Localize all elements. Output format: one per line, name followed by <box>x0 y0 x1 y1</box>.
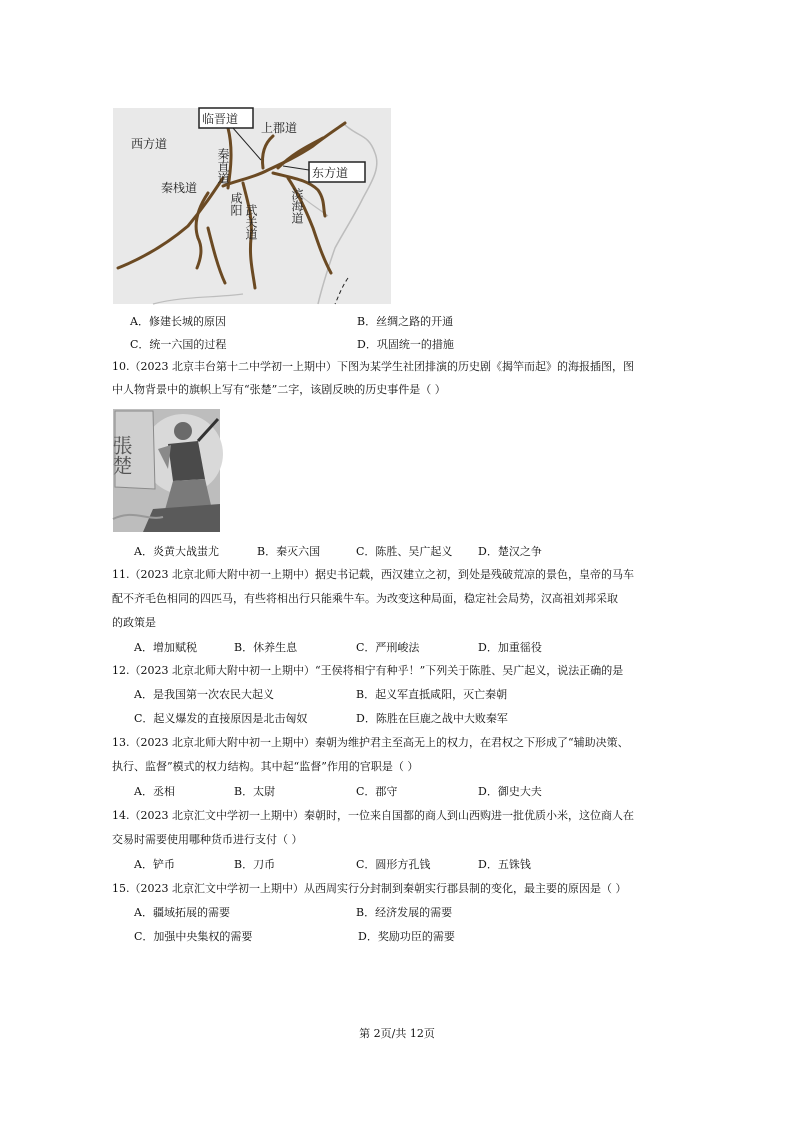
label-qinzhi-road: 秦直道 <box>216 148 230 184</box>
q14-stem-line2: 交易时需要使用哪种货币进行支付（ ） <box>112 833 303 846</box>
q15-option-c[interactable]: C．加强中央集权的需要 <box>134 930 253 943</box>
q11-stem-line2: 配不齐毛色相同的四匹马，有些将相出行只能乘牛车。为改变这种局面，稳定社会局势，汉高祖刘邦采取 <box>112 592 618 605</box>
label-shangjun-road: 上郡道 <box>261 121 298 135</box>
label-dongfang-road: 东方道 <box>312 166 349 180</box>
qin-roads-map <box>113 108 391 304</box>
q12-option-c[interactable]: C．起义爆发的直接原因是北击匈奴 <box>134 712 308 725</box>
q13-stem-line2: 执行、监督”模式的权力结构。其中起“监督”作用的官职是（ ） <box>112 760 419 773</box>
q14-option-d[interactable]: D．五铢钱 <box>478 858 531 871</box>
q13-option-c[interactable]: C．郡守 <box>356 785 398 798</box>
q9-option-d[interactable]: D．巩固统一的措施 <box>357 338 454 351</box>
q10-stem-line1: 10.（2023 北京丰台第十二中学初一上期中）下图为某学生社团排演的历史剧《揭竿而起》的海报插图，图 <box>112 360 634 373</box>
q10-option-b[interactable]: B．秦灭六国 <box>257 545 321 558</box>
q10-stem-line2: 中人物背景中的旗帜上写有“张楚”二字，该剧反映的历史事件是（ ） <box>112 383 446 396</box>
q10-option-a[interactable]: A．炎黄大战蚩尤 <box>134 545 219 558</box>
q14-option-b[interactable]: B．刀币 <box>234 858 276 871</box>
q12-option-a[interactable]: A．是我国第一次农民大起义 <box>134 688 274 701</box>
label-wuguan-road: 武关道 <box>244 204 258 240</box>
page-number-footer: 第 2页/共 12页 <box>359 1027 435 1040</box>
q9-option-c[interactable]: C．统一六国的过程 <box>130 338 227 351</box>
label-linjin-road: 临晋道 <box>202 112 239 126</box>
q11-stem-line3: 的政策是 <box>112 616 156 629</box>
q11-option-a[interactable]: A．增加赋税 <box>134 641 197 654</box>
q13-stem-line1: 13.（2023 北京北师大附中初一上期中）秦朝为维护君主至高无上的权力，在君权之下形成了“辅助决策、 <box>112 736 629 749</box>
q9-option-b[interactable]: B．丝绸之路的开通 <box>357 315 454 328</box>
q11-option-b[interactable]: B．休养生息 <box>234 641 298 654</box>
q15-option-a[interactable]: A．疆域拓展的需要 <box>134 906 230 919</box>
q12-option-d[interactable]: D．陈胜在巨鹿之战中大败秦军 <box>356 712 508 725</box>
q13-option-b[interactable]: B．太尉 <box>234 785 276 798</box>
q14-option-c[interactable]: C．圆形方孔钱 <box>356 858 431 871</box>
q12-stem-line1: 12.（2023 北京北师大附中初一上期中）“王侯将相宁有种乎！”下列关于陈胜、吴广起义，说法正确的是 <box>112 664 624 677</box>
q10-option-c[interactable]: C．陈胜、吴广起义 <box>356 545 453 558</box>
label-xianyang: 咸阳 <box>229 192 243 216</box>
q13-option-a[interactable]: A．丞相 <box>134 785 175 798</box>
q10-option-d[interactable]: D．楚汉之争 <box>478 545 542 558</box>
q11-stem-line1: 11.（2023 北京北师大附中初一上期中）据史书记载，西汉建立之初，到处是残破荒凉的景色，皇帝的马车 <box>112 568 634 581</box>
label-xifang-road: 西方道 <box>131 137 168 151</box>
q15-option-d[interactable]: D．奖励功臣的需要 <box>358 930 455 943</box>
q13-option-d[interactable]: D．御史大夫 <box>478 785 542 798</box>
drama-poster-illustration <box>109 409 220 532</box>
q14-option-a[interactable]: A．铲币 <box>134 858 175 871</box>
label-binhai-road: 滨海道 <box>290 188 304 224</box>
label-qinzhan-road: 秦栈道 <box>161 181 198 195</box>
flag-text: 張楚 <box>109 435 133 475</box>
q11-option-c[interactable]: C．严刑峻法 <box>356 641 420 654</box>
q9-option-a[interactable]: A．修建长城的原因 <box>130 315 226 328</box>
q11-option-d[interactable]: D．加重徭役 <box>478 641 542 654</box>
q15-option-b[interactable]: B．经济发展的需要 <box>356 906 453 919</box>
q12-option-b[interactable]: B．起义军直抵咸阳，灭亡秦朝 <box>356 688 508 701</box>
q14-stem-line1: 14.（2023 北京汇文中学初一上期中）秦朝时，一位来自国都的商人到山西购进一批优质小米，这位商人在 <box>112 809 634 822</box>
q15-stem-line1: 15.（2023 北京汇文中学初一上期中）从西周实行分封制到秦朝实行郡县制的变化，最主要的原因是（ ） <box>112 882 627 895</box>
